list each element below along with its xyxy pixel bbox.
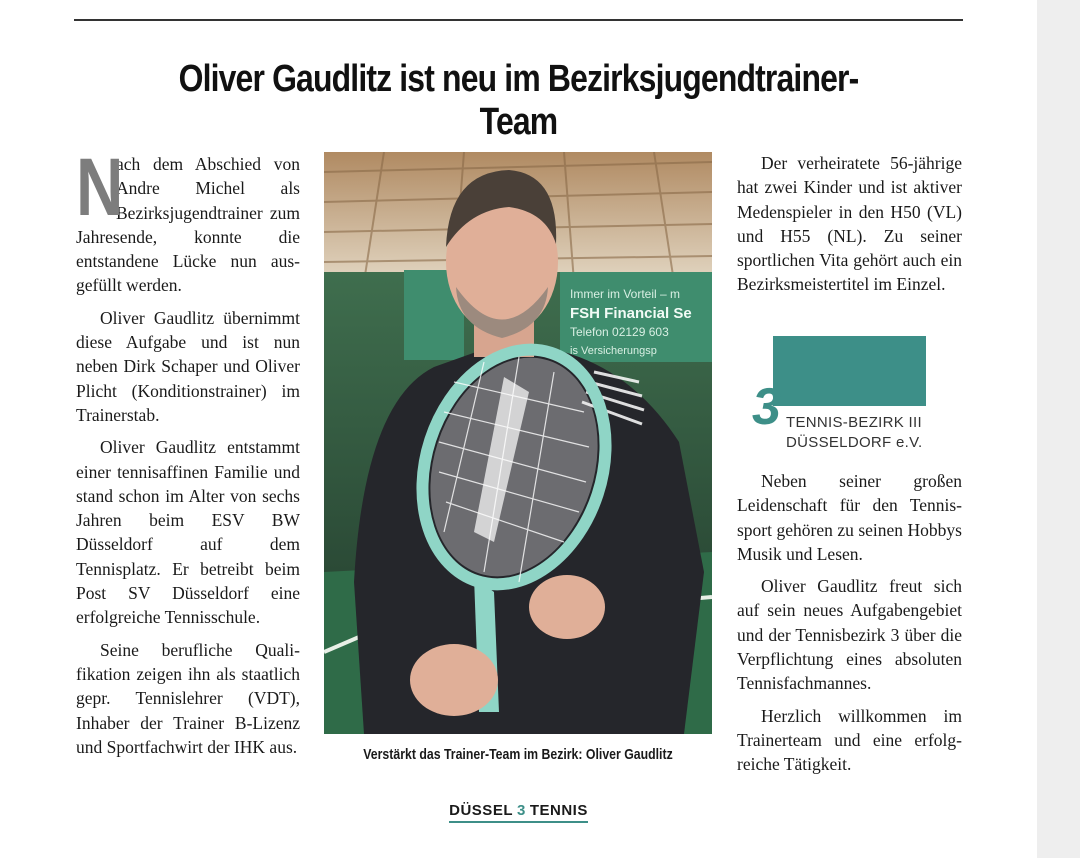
top-rule bbox=[74, 19, 963, 21]
banner-text-3: Telefon 02129 603 bbox=[570, 325, 669, 339]
photo-caption: Verstärkt das Trainer-Team im Bezirk: Oliver Gaudlitz bbox=[363, 746, 673, 763]
paragraph-3: Oliver Gaudlitz entstammt einer tennisaffinen Familie und stand schon im Alter von sechs Jahren beim ESV BW Düsseldorf auf dem Tennisplatz. Er betreibt beim Post SV Düsseldorf eine erfolgreiche Tennisschule. bbox=[76, 437, 300, 628]
paragraph-4: Seine berufliche Qualifikation zeigen ihn als staatlich gepr. Tennislehrer (VDT), Inhaber der Trainer B-Lizenz und Sportfachwirt der IHK aus. bbox=[76, 639, 300, 757]
right-column bbox=[737, 151, 962, 305]
banner-text-4: is Versicherungsp bbox=[570, 345, 657, 357]
banner-text-1: Immer im Vorteil – m bbox=[570, 287, 681, 301]
paragraph-1: N ach dem Abschied von Andre Michel als Bezirksjugendtrainer zum Jahresende, konnte die entstandene Lücke nun ausgefüllt werden. bbox=[76, 142, 300, 296]
page-margin bbox=[1037, 0, 1080, 858]
footer-underline bbox=[449, 802, 588, 823]
footer-right: TENNIS bbox=[529, 802, 588, 819]
footer-left: DÜSSEL bbox=[449, 802, 513, 819]
paragraph-6: Neben seiner großen Leidenschaft für den Tennissport gehören zu seinen Hobbys Musik und Lesen. bbox=[737, 471, 962, 564]
right-column-lower bbox=[737, 469, 962, 785]
logo-line-2: DÜSSELDORF e.V. bbox=[786, 434, 923, 451]
left-column bbox=[76, 142, 300, 767]
headline: Oliver Gaudlitz ist neu im Bezirksjugendtrainer-Team bbox=[178, 58, 859, 143]
paragraph-8: Herzlich willkommen im Trainerteam und eine erfolgreiche Tätigkeit. bbox=[737, 705, 962, 775]
footer-masthead bbox=[74, 802, 963, 823]
logo-line-1: TENNIS-BEZIRK III bbox=[786, 414, 922, 431]
dropcap: N bbox=[76, 142, 124, 233]
logo-numeral: 3 bbox=[752, 378, 781, 436]
article-photo bbox=[324, 152, 712, 734]
paragraph-7: Oliver Gaudlitz freut sich auf sein neues Aufgabengebiet und der Tennisbezirk 3 über die Verpflichtung eines absoluten Tennisfachmannes. bbox=[737, 576, 962, 694]
banner-text-2: FSH Financial Se bbox=[570, 305, 692, 322]
footer-number: 3 bbox=[516, 802, 526, 819]
logo-block bbox=[773, 336, 926, 406]
tennis-bezirk-logo bbox=[752, 336, 942, 456]
paragraph-2: Oliver Gaudlitz übernimmt diese Aufgabe und ist nun neben Dirk Schaper und Oliver Plicht (Konditionstrainer) im Trainerstab. bbox=[76, 307, 300, 425]
paragraph-5: Der verheiratete 56-jährige hat zwei Kinder und ist aktiver Medenspieler in den H50 (VL) und H55 (NL). Zu seiner sportlichen Vita gehört auch ein Bezirksmeistertitel im Einzel. bbox=[737, 153, 962, 295]
